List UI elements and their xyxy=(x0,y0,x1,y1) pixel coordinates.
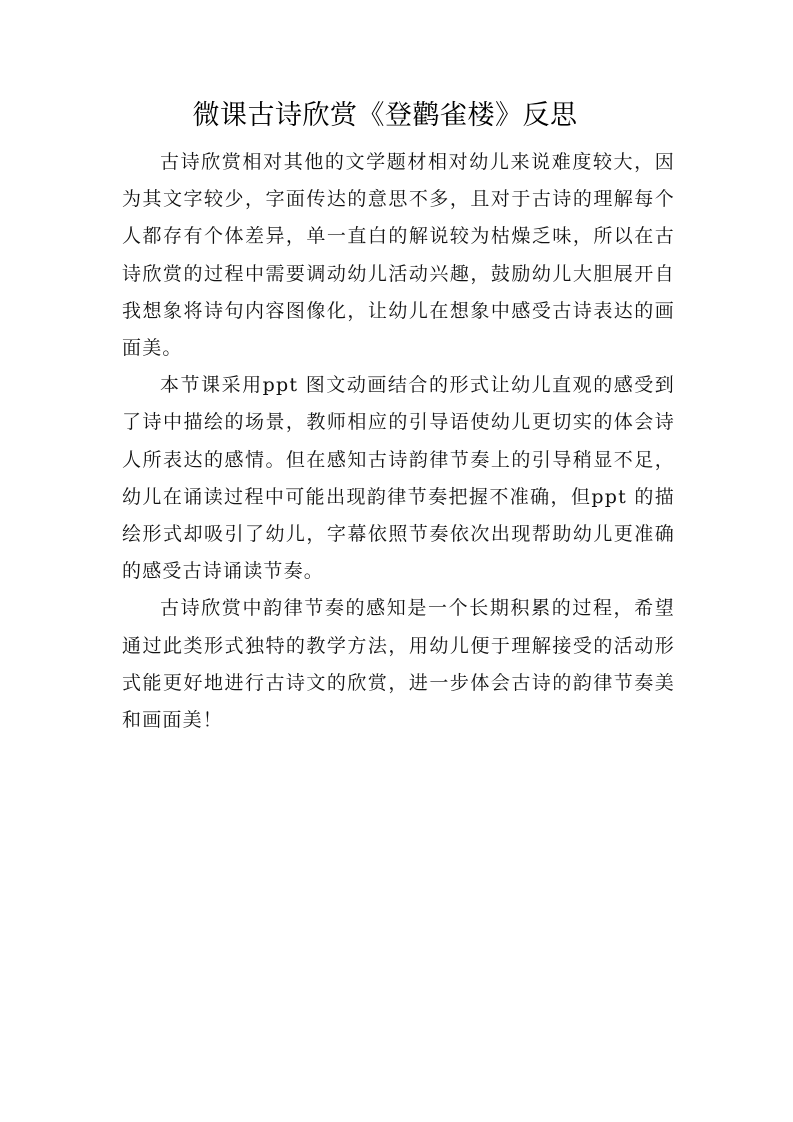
document-body xyxy=(122,144,675,739)
paragraph-3: 古诗欣赏中韵律节奏的感知是一个长期积累的过程，希望通过此类形式独特的教学方法，用幼儿便于理解接受的活动形式能更好地进行古诗文的欣赏，进一步体会古诗的韵律节奏美和画面美！ xyxy=(122,597,675,732)
paragraph-2: 本节课采用ppt 图文动画结合的形式让幼儿直观的感受到了诗中描绘的场景，教师相应的引导语使幼儿更切实的体会诗人所表达的感情。但在感知古诗韵律节奏上的引导稍显不足，幼儿在诵读过程中可能出现韵律节奏把握不准确，但ppt 的描绘形式却吸引了幼儿，字幕依照节奏依次出现帮助幼儿更准确的感受古诗诵读节奏。 xyxy=(122,374,675,583)
document-title: 微课古诗欣赏《登鹳雀楼》反思 xyxy=(192,100,578,131)
paragraph-1: 古诗欣赏相对其他的文学题材相对幼儿来说难度较大，因为其文字较少，字面传达的意思不多，且对于古诗的理解每个人都存有个体差异，单一直白的解说较为枯燥乏味，所以在古诗欣赏的过程中需要调动幼儿活动兴趣，鼓励幼儿大胆展开自我想象将诗句内容图像化，让幼儿在想象中感受古诗表达的画面美。 xyxy=(122,151,675,360)
